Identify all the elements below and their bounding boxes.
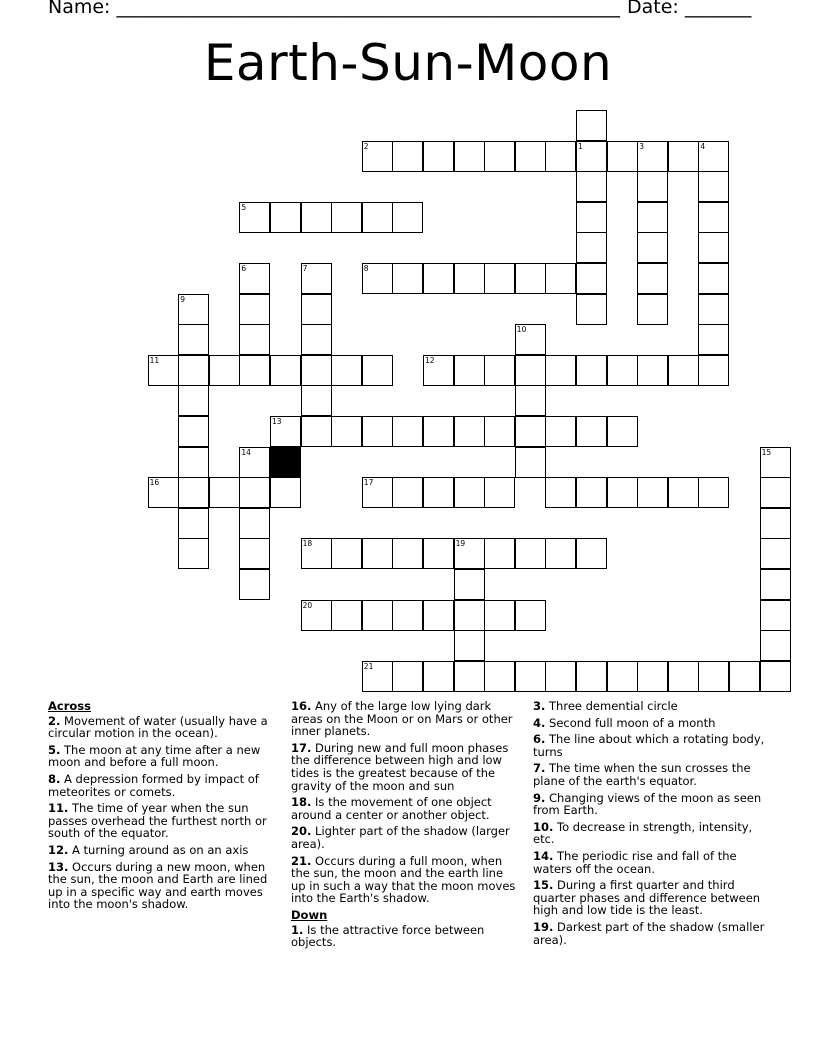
down-clue-list-continued (533, 700, 773, 946)
crossword-cell[interactable] (423, 263, 454, 294)
clues-column-3 (533, 700, 773, 950)
crossword-cell[interactable] (239, 202, 270, 233)
crossword-cell[interactable] (301, 294, 332, 325)
crossword-cell[interactable] (301, 385, 332, 416)
page-title: Earth-Sun-Moon (203, 34, 613, 92)
crossword-cell[interactable] (698, 171, 729, 202)
clue-number: 1 (578, 141, 583, 151)
clue-num: 14. (533, 848, 554, 863)
clue-number: 7 (302, 264, 308, 273)
clue (48, 715, 274, 740)
crossword-cell[interactable] (270, 416, 301, 447)
clue-num: 16. (291, 699, 312, 713)
crossword-cell[interactable] (362, 416, 393, 447)
crossword-cell[interactable] (301, 324, 332, 355)
crossword-cell[interactable] (760, 569, 791, 600)
across-clue-list-continued (291, 700, 517, 905)
crossword-cell[interactable] (698, 355, 729, 386)
crossword-cell[interactable] (668, 141, 699, 172)
crossword-cell[interactable] (515, 385, 546, 416)
crossword-cell[interactable] (301, 202, 332, 233)
crossword-cell[interactable] (607, 141, 638, 172)
clues-column-1 (48, 700, 274, 915)
crossword-cell[interactable] (545, 477, 576, 508)
crossword-cell[interactable] (301, 600, 332, 631)
clue-number: 21 (363, 661, 374, 671)
clue-text: Changing views of the moon as seen from Earth. (533, 790, 762, 818)
crossword-cell[interactable] (423, 477, 454, 508)
clues-column-2 (291, 700, 517, 953)
crossword-cell[interactable] (637, 355, 668, 386)
crossword-cell[interactable] (178, 447, 209, 478)
clue-number: 9 (180, 294, 185, 304)
crossword-cell[interactable] (454, 477, 485, 508)
crossword-cell[interactable] (392, 600, 423, 631)
crossword-cell[interactable] (515, 263, 546, 294)
crossword-cell[interactable] (545, 538, 576, 569)
crossword-cell[interactable] (668, 355, 699, 386)
clue-text: During new and full moon phases the difference between high and low tides is the greatest because of the gravity of the moon and sun (291, 740, 509, 793)
crossword-cell[interactable] (576, 232, 607, 263)
crossword-cell[interactable] (484, 600, 515, 631)
clue-number: 20 (302, 600, 313, 610)
crossword-cell[interactable] (698, 232, 729, 263)
crossword-cell[interactable] (576, 110, 607, 141)
clue-text: The line about which a rotating body, turns (533, 732, 765, 759)
crossword-cell[interactable] (637, 232, 668, 263)
crossword-cell[interactable] (423, 355, 454, 386)
crossword-cell[interactable] (576, 416, 607, 447)
crossword-cell[interactable] (239, 569, 270, 600)
crossword-cell[interactable] (392, 263, 423, 294)
clue-num: 4. (533, 715, 546, 730)
across-heading: Across (48, 699, 91, 713)
crossword-cell[interactable] (760, 447, 791, 478)
crossword-cell[interactable] (515, 538, 546, 569)
clue (533, 700, 773, 713)
crossword-cell[interactable] (607, 661, 638, 692)
clue (533, 921, 773, 946)
clue-num: 10. (533, 819, 554, 834)
crossword-cell[interactable] (576, 141, 607, 172)
clue (48, 802, 274, 840)
clue-text: The periodic rise and fall of the waters off the ocean. (533, 848, 737, 876)
clue (48, 773, 274, 798)
crossword-cell[interactable] (454, 600, 485, 631)
crossword-cell[interactable] (607, 355, 638, 386)
clue-num: 19. (533, 919, 554, 934)
clue (533, 792, 773, 817)
crossword-cell[interactable] (484, 477, 515, 508)
crossword-cell[interactable] (423, 416, 454, 447)
clue (533, 821, 773, 846)
clue-number: 13 (272, 417, 282, 426)
clue-text: Is the movement of one object around a center or another object. (291, 795, 492, 822)
crossword-cell[interactable] (239, 263, 270, 294)
name-label: Name: _____________________________________________________ (48, 0, 620, 18)
crossword-cell[interactable] (515, 661, 546, 692)
crossword-cell[interactable] (454, 263, 485, 294)
crossword-cell[interactable] (178, 538, 209, 569)
crossword-cell[interactable] (423, 538, 454, 569)
clue-num: 2. (48, 713, 61, 728)
crossword-cell[interactable] (331, 355, 362, 386)
crossword-cell[interactable] (698, 141, 729, 172)
crossword-cell[interactable] (270, 202, 301, 233)
clue-text: Occurs during a full moon, when the sun, the moon and the earth line up in such a way that the moon moves into the Earth's shadow. (291, 853, 516, 906)
crossword-cell[interactable] (760, 538, 791, 569)
crossword-cell[interactable] (392, 661, 423, 692)
crossword-cell[interactable] (423, 600, 454, 631)
clue-text: A turning around as on an axis (68, 842, 249, 857)
clue-number: 5 (241, 202, 247, 212)
crossword-cell[interactable] (362, 600, 393, 631)
clue-num: 3. (533, 699, 546, 713)
crossword-cell[interactable] (545, 416, 576, 447)
crossword-cell[interactable] (178, 508, 209, 539)
crossword-cell[interactable] (576, 355, 607, 386)
crossword-cell[interactable] (148, 477, 179, 508)
clue (48, 744, 274, 769)
clue-num: 15. (533, 878, 554, 893)
clue-number: 8 (363, 264, 369, 273)
crossword-cell[interactable] (484, 416, 515, 447)
clue-num: 17. (291, 740, 312, 755)
crossword-cell[interactable] (576, 661, 607, 692)
crossword-cell[interactable] (698, 294, 729, 325)
crossword-cell[interactable] (331, 600, 362, 631)
clue-text: The time of year when the sun passes overhead the furthest north or south of the equator. (48, 801, 267, 841)
clue (48, 844, 274, 857)
crossword-cell[interactable] (668, 477, 699, 508)
crossword-cell[interactable] (698, 263, 729, 294)
clue-number: 15 (761, 447, 772, 457)
crossword-cell[interactable] (607, 477, 638, 508)
clue-num: 1. (291, 922, 304, 937)
crossword-cell[interactable] (668, 661, 699, 692)
clue-number: 6 (241, 264, 247, 273)
crossword-cell[interactable] (454, 661, 485, 692)
crossword-cell[interactable] (607, 416, 638, 447)
crossword-cell[interactable] (454, 355, 485, 386)
crossword-cell[interactable] (392, 141, 423, 172)
crossword-cell[interactable] (362, 141, 393, 172)
crossword-cell[interactable] (484, 661, 515, 692)
clue-num: 18. (291, 795, 312, 810)
clue-text: Occurs during a new moon, when the sun, the moon and Earth are lined up in a specific way and earth moves into the moon's shadow. (48, 859, 268, 912)
crossword-cell[interactable] (454, 630, 485, 661)
clue-text: Movement of water (usually have a circular motion in the ocean). (48, 713, 268, 741)
crossword-cell[interactable] (392, 477, 423, 508)
crossword-cell[interactable] (178, 294, 209, 325)
crossword-cell[interactable] (576, 202, 607, 233)
crossword-cell[interactable] (239, 538, 270, 569)
crossword-cell[interactable] (545, 355, 576, 386)
crossword-cell[interactable] (239, 324, 270, 355)
clue-text: Second full moon of a month (545, 715, 716, 730)
clue (533, 717, 773, 730)
clue-text: During a first quarter and third quarter phases and difference between high and low tide is the least. (533, 878, 761, 918)
clue-number: 3 (639, 141, 644, 151)
crossword-cell[interactable] (362, 263, 393, 294)
clue (533, 733, 773, 758)
crossword-cell[interactable] (545, 263, 576, 294)
crossword-cell[interactable] (454, 538, 485, 569)
crossword-cell[interactable] (331, 416, 362, 447)
clue-number: 19 (455, 539, 466, 549)
crossword-cell[interactable] (637, 141, 668, 172)
crossword-cell[interactable] (698, 324, 729, 355)
clue (291, 825, 517, 850)
clue-text: Lighter part of the shadow (larger area). (291, 824, 510, 851)
clue-num: 20. (291, 824, 312, 839)
clue-text: The time when the sun crosses the plane of the earth's equator. (533, 761, 751, 788)
clue-num: 5. (48, 742, 61, 757)
clue-text: Darkest part of the shadow (smaller area). (533, 919, 765, 947)
clue-number: 14 (241, 447, 251, 457)
crossword-cell[interactable] (515, 324, 546, 355)
crossword-cell[interactable] (301, 263, 332, 294)
crossword-cell[interactable] (637, 294, 668, 325)
clue (533, 762, 773, 787)
crossword-cell[interactable] (484, 263, 515, 294)
crossword-cell[interactable] (637, 171, 668, 202)
clue-number: 16 (149, 478, 160, 488)
crossword-cell[interactable] (760, 508, 791, 539)
clue-number: 17 (363, 478, 374, 488)
crossword-cell[interactable] (423, 141, 454, 172)
crossword-cell[interactable] (698, 661, 729, 692)
clue-text: The moon at any time after a new moon and before a full moon. (48, 742, 261, 770)
clue-text: A depression formed by impact of meteorites or comets. (48, 771, 259, 799)
crossword-cell[interactable] (515, 416, 546, 447)
crossword-cell[interactable] (515, 141, 546, 172)
crossword-cell[interactable] (362, 355, 393, 386)
clue-text: Three demential circle (545, 699, 678, 713)
clue-num: 11. (48, 801, 69, 816)
crossword-cell[interactable] (576, 263, 607, 294)
clue (291, 742, 517, 792)
crossword-cell[interactable] (454, 569, 485, 600)
clue (533, 850, 773, 875)
crossword-cell[interactable] (178, 385, 209, 416)
crossword-cell[interactable] (301, 416, 332, 447)
clue (533, 879, 773, 917)
crossword-cell[interactable] (331, 538, 362, 569)
crossword-cell[interactable] (760, 661, 791, 692)
clue-number: 12 (425, 355, 435, 365)
crossword-cell[interactable] (209, 477, 240, 508)
crossword-cell[interactable] (362, 661, 393, 692)
crossword-cell[interactable] (239, 508, 270, 539)
down-heading: Down (291, 907, 328, 922)
clue-number: 11 (149, 355, 160, 365)
crossword-cell[interactable] (270, 477, 301, 508)
crossword-cell[interactable] (637, 661, 668, 692)
clue-text: Is the attractive force between objects. (291, 922, 485, 950)
crossword-cell[interactable] (239, 447, 270, 478)
clue-num: 12. (48, 842, 69, 857)
clue-num: 21. (291, 853, 312, 868)
down-clue-list (291, 924, 517, 949)
crossword-cell[interactable] (301, 538, 332, 569)
clue-num: 13. (48, 859, 69, 874)
crossword-cell[interactable] (239, 477, 270, 508)
crossword-cell[interactable] (454, 141, 485, 172)
crossword-cell[interactable] (454, 416, 485, 447)
clue-text: To decrease in strength, intensity, etc. (533, 819, 753, 847)
crossword-cell[interactable] (637, 202, 668, 233)
crossword-cell[interactable] (576, 294, 607, 325)
crossword-cell[interactable] (576, 538, 607, 569)
clue (291, 855, 517, 905)
crossword-cell[interactable] (270, 355, 301, 386)
clue-number: 18 (302, 539, 313, 549)
crossword-cell[interactable] (148, 355, 179, 386)
crossword-cell[interactable] (423, 661, 454, 692)
crossword-cell[interactable] (698, 202, 729, 233)
crossword-cell[interactable] (760, 600, 791, 631)
crossword-cell[interactable] (515, 600, 546, 631)
clue-text: Any of the large low lying dark areas on the Moon or on Mars or other inner planets. (291, 699, 513, 739)
crossword-cell[interactable] (239, 294, 270, 325)
crossword-cell[interactable] (637, 477, 668, 508)
crossword-cell[interactable] (484, 141, 515, 172)
clue (291, 924, 517, 949)
crossword-cell[interactable] (760, 477, 791, 508)
crossword-cell[interactable] (484, 538, 515, 569)
clue-num: 9. (533, 790, 546, 805)
crossword-cell[interactable] (178, 477, 209, 508)
crossword-cell[interactable] (392, 538, 423, 569)
crossword-cell[interactable] (331, 202, 362, 233)
crossword-cell[interactable] (515, 355, 546, 386)
crossword-cell[interactable] (178, 355, 209, 386)
crossword-cell[interactable] (209, 355, 240, 386)
crossword-cell[interactable] (178, 324, 209, 355)
crossword-cell[interactable] (576, 477, 607, 508)
across-clue-list (48, 715, 274, 911)
crossword-cell[interactable] (239, 355, 270, 386)
crossword-cell[interactable] (392, 202, 423, 233)
clue-num: 8. (48, 771, 61, 786)
clue (291, 796, 517, 821)
crossword-cell[interactable] (362, 477, 393, 508)
crossword-cell[interactable] (362, 202, 393, 233)
crossword-cell[interactable] (545, 141, 576, 172)
crossword-cell[interactable] (637, 263, 668, 294)
date-label: Date: _______ (627, 0, 752, 18)
clue-number: 4 (700, 141, 706, 151)
crossword-cell[interactable] (301, 355, 332, 386)
crossword-cell[interactable] (392, 416, 423, 447)
crossword-cell[interactable] (362, 538, 393, 569)
clue-number: 10 (516, 325, 527, 335)
crossword-cell[interactable] (178, 416, 209, 447)
clue-num: 6. (533, 732, 546, 747)
clue (48, 861, 274, 911)
clue-num: 7. (533, 761, 546, 776)
crossword-cell[interactable] (484, 355, 515, 386)
crossword-cell[interactable] (760, 630, 791, 661)
clue-number: 2 (363, 141, 369, 151)
crossword-cell[interactable] (576, 171, 607, 202)
crossword-black-cell (270, 447, 301, 478)
crossword-cell[interactable] (545, 661, 576, 692)
crossword-cell[interactable] (515, 447, 546, 478)
crossword-cell[interactable] (729, 661, 760, 692)
crossword-cell[interactable] (698, 477, 729, 508)
clue (291, 700, 517, 738)
